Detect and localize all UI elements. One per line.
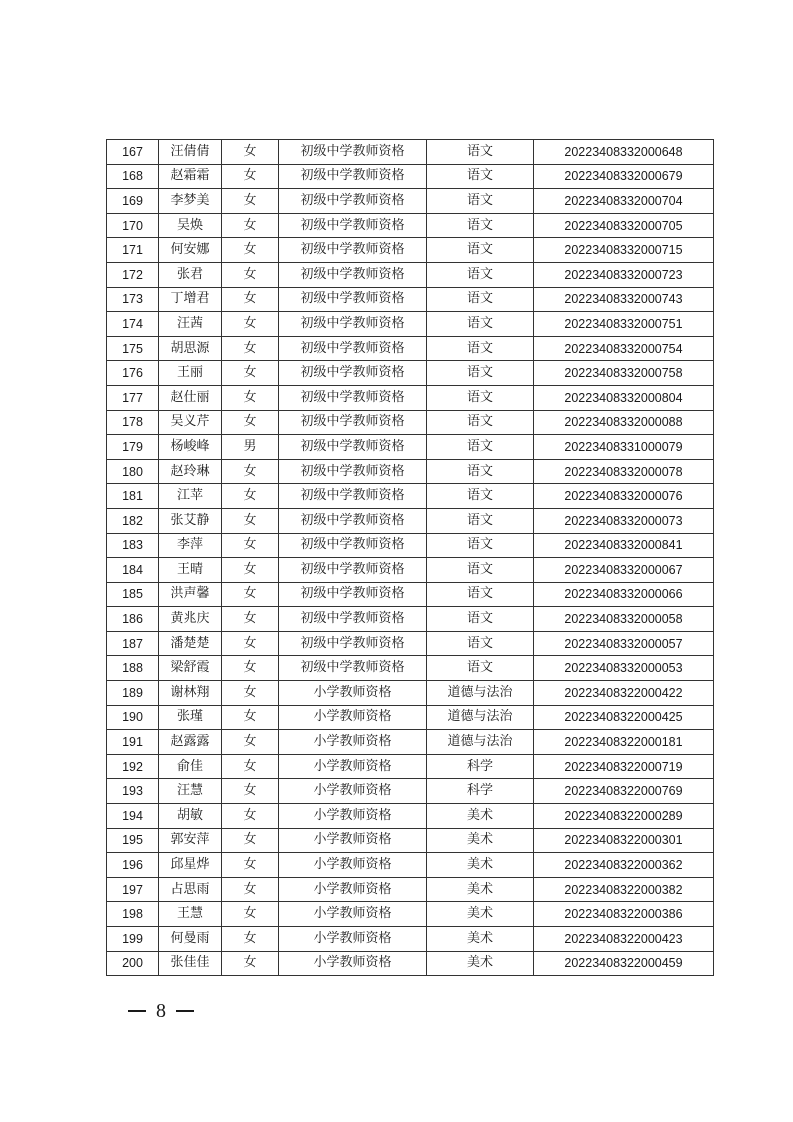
certificate-number-cell: 20223408332000841	[534, 533, 714, 558]
row-number-cell: 195	[107, 828, 159, 853]
table-row	[107, 681, 714, 706]
name-cell: 何安娜	[159, 238, 222, 263]
certificate-number-cell: 20223408322000422	[534, 681, 714, 706]
subject-cell: 美术	[427, 804, 534, 829]
gender-cell: 女	[222, 213, 279, 238]
qualification-cell: 初级中学教师资格	[279, 533, 427, 558]
row-number-cell: 175	[107, 336, 159, 361]
subject-cell: 科学	[427, 779, 534, 804]
table-row	[107, 828, 714, 853]
certificate-number-cell: 20223408332000053	[534, 656, 714, 681]
row-number-cell: 193	[107, 779, 159, 804]
table-row	[107, 877, 714, 902]
table-row	[107, 804, 714, 829]
gender-cell: 女	[222, 262, 279, 287]
table-row	[107, 951, 714, 976]
subject-cell: 美术	[427, 828, 534, 853]
gender-cell: 女	[222, 582, 279, 607]
qualification-cell: 小学教师资格	[279, 730, 427, 755]
subject-cell: 语文	[427, 459, 534, 484]
name-cell: 李萍	[159, 533, 222, 558]
name-cell: 吴焕	[159, 213, 222, 238]
row-number-cell: 192	[107, 754, 159, 779]
table-row	[107, 853, 714, 878]
qualification-cell: 初级中学教师资格	[279, 558, 427, 583]
gender-cell: 女	[222, 631, 279, 656]
gender-cell: 女	[222, 902, 279, 927]
name-cell: 汪茜	[159, 312, 222, 337]
gender-cell: 女	[222, 558, 279, 583]
qualification-cell: 初级中学教师资格	[279, 484, 427, 509]
subject-cell: 语文	[427, 140, 534, 165]
certificate-number-cell: 20223408322000301	[534, 828, 714, 853]
qualification-cell: 小学教师资格	[279, 705, 427, 730]
subject-cell: 语文	[427, 189, 534, 214]
certificate-number-cell: 20223408332000704	[534, 189, 714, 214]
name-cell: 黄兆庆	[159, 607, 222, 632]
row-number-cell: 182	[107, 508, 159, 533]
gender-cell: 男	[222, 435, 279, 460]
table-row	[107, 385, 714, 410]
subject-cell: 语文	[427, 312, 534, 337]
table-row	[107, 336, 714, 361]
gender-cell: 女	[222, 189, 279, 214]
row-number-cell: 196	[107, 853, 159, 878]
gender-cell: 女	[222, 656, 279, 681]
gender-cell: 女	[222, 705, 279, 730]
table-row	[107, 656, 714, 681]
certificate-number-cell: 20223408332000715	[534, 238, 714, 263]
name-cell: 潘楚楚	[159, 631, 222, 656]
certificate-number-cell: 20223408332000804	[534, 385, 714, 410]
qualification-cell: 初级中学教师资格	[279, 238, 427, 263]
name-cell: 洪声馨	[159, 582, 222, 607]
gender-cell: 女	[222, 877, 279, 902]
qualification-cell: 初级中学教师资格	[279, 508, 427, 533]
table-row	[107, 902, 714, 927]
qualification-cell: 初级中学教师资格	[279, 262, 427, 287]
roster-table	[106, 139, 714, 976]
certificate-number-cell: 20223408322000362	[534, 853, 714, 878]
qualification-cell: 初级中学教师资格	[279, 213, 427, 238]
qualification-cell: 初级中学教师资格	[279, 607, 427, 632]
page-footer	[128, 996, 208, 1026]
row-number-cell: 186	[107, 607, 159, 632]
certificate-number-cell: 20223408332000648	[534, 140, 714, 165]
row-number-cell: 172	[107, 262, 159, 287]
name-cell: 俞佳	[159, 754, 222, 779]
qualification-cell: 初级中学教师资格	[279, 287, 427, 312]
certificate-number-cell: 20223408332000067	[534, 558, 714, 583]
subject-cell: 语文	[427, 410, 534, 435]
name-cell: 汪倩倩	[159, 140, 222, 165]
subject-cell: 语文	[427, 607, 534, 632]
gender-cell: 女	[222, 484, 279, 509]
name-cell: 张君	[159, 262, 222, 287]
row-number-cell: 174	[107, 312, 159, 337]
table-row	[107, 631, 714, 656]
name-cell: 王晴	[159, 558, 222, 583]
subject-cell: 道德与法治	[427, 730, 534, 755]
qualification-cell: 小学教师资格	[279, 754, 427, 779]
row-number-cell: 177	[107, 385, 159, 410]
certificate-number-cell: 20223408332000073	[534, 508, 714, 533]
table-row	[107, 484, 714, 509]
table-row	[107, 459, 714, 484]
gender-cell: 女	[222, 140, 279, 165]
table-row	[107, 705, 714, 730]
row-number-cell: 200	[107, 951, 159, 976]
certificate-number-cell: 20223408332000705	[534, 213, 714, 238]
page-number: 8	[156, 999, 166, 1022]
row-number-cell: 194	[107, 804, 159, 829]
row-number-cell: 183	[107, 533, 159, 558]
gender-cell: 女	[222, 238, 279, 263]
table-row	[107, 779, 714, 804]
qualification-cell: 初级中学教师资格	[279, 656, 427, 681]
subject-cell: 道德与法治	[427, 681, 534, 706]
row-number-cell: 176	[107, 361, 159, 386]
qualification-cell: 初级中学教师资格	[279, 312, 427, 337]
subject-cell: 美术	[427, 927, 534, 952]
name-cell: 赵玲琳	[159, 459, 222, 484]
gender-cell: 女	[222, 754, 279, 779]
row-number-cell: 187	[107, 631, 159, 656]
subject-cell: 语文	[427, 533, 534, 558]
certificate-number-cell: 20223408331000079	[534, 435, 714, 460]
qualification-cell: 小学教师资格	[279, 877, 427, 902]
subject-cell: 语文	[427, 582, 534, 607]
name-cell: 何曼雨	[159, 927, 222, 952]
row-number-cell: 191	[107, 730, 159, 755]
certificate-number-cell: 20223408322000382	[534, 877, 714, 902]
subject-cell: 美术	[427, 877, 534, 902]
subject-cell: 语文	[427, 164, 534, 189]
gender-cell: 女	[222, 312, 279, 337]
name-cell: 占思雨	[159, 877, 222, 902]
certificate-number-cell: 20223408322000769	[534, 779, 714, 804]
certificate-number-cell: 20223408332000088	[534, 410, 714, 435]
qualification-cell: 初级中学教师资格	[279, 410, 427, 435]
qualification-cell: 小学教师资格	[279, 804, 427, 829]
gender-cell: 女	[222, 828, 279, 853]
row-number-cell: 173	[107, 287, 159, 312]
table-row	[107, 927, 714, 952]
certificate-number-cell: 20223408332000723	[534, 262, 714, 287]
certificate-number-cell: 20223408322000425	[534, 705, 714, 730]
subject-cell: 语文	[427, 336, 534, 361]
row-number-cell: 198	[107, 902, 159, 927]
name-cell: 王慧	[159, 902, 222, 927]
row-number-cell: 189	[107, 681, 159, 706]
table-row	[107, 410, 714, 435]
table-row	[107, 213, 714, 238]
name-cell: 谢林翔	[159, 681, 222, 706]
qualification-cell: 初级中学教师资格	[279, 140, 427, 165]
qualification-cell: 小学教师资格	[279, 951, 427, 976]
table-row	[107, 164, 714, 189]
certificate-number-cell: 20223408332000058	[534, 607, 714, 632]
name-cell: 吴义芹	[159, 410, 222, 435]
qualification-cell: 初级中学教师资格	[279, 582, 427, 607]
table-row	[107, 435, 714, 460]
row-number-cell: 190	[107, 705, 159, 730]
table-row	[107, 582, 714, 607]
subject-cell: 语文	[427, 213, 534, 238]
subject-cell: 语文	[427, 262, 534, 287]
row-number-cell: 185	[107, 582, 159, 607]
certificate-number-cell: 20223408332000078	[534, 459, 714, 484]
certificate-number-cell: 20223408322000459	[534, 951, 714, 976]
row-number-cell: 180	[107, 459, 159, 484]
certificate-number-cell: 20223408322000289	[534, 804, 714, 829]
subject-cell: 语文	[427, 631, 534, 656]
row-number-cell: 178	[107, 410, 159, 435]
name-cell: 张佳佳	[159, 951, 222, 976]
certificate-number-cell: 20223408322000181	[534, 730, 714, 755]
name-cell: 胡思源	[159, 336, 222, 361]
subject-cell: 语文	[427, 508, 534, 533]
name-cell: 丁增君	[159, 287, 222, 312]
gender-cell: 女	[222, 287, 279, 312]
row-number-cell: 171	[107, 238, 159, 263]
qualification-cell: 初级中学教师资格	[279, 164, 427, 189]
row-number-cell: 181	[107, 484, 159, 509]
subject-cell: 美术	[427, 951, 534, 976]
row-number-cell: 188	[107, 656, 159, 681]
subject-cell: 语文	[427, 361, 534, 386]
qualification-cell: 小学教师资格	[279, 927, 427, 952]
roster-table-body	[107, 140, 714, 976]
table-row	[107, 287, 714, 312]
table-row	[107, 533, 714, 558]
gender-cell: 女	[222, 927, 279, 952]
subject-cell: 语文	[427, 484, 534, 509]
name-cell: 梁舒霞	[159, 656, 222, 681]
certificate-number-cell: 20223408332000066	[534, 582, 714, 607]
row-number-cell: 168	[107, 164, 159, 189]
qualification-cell: 小学教师资格	[279, 779, 427, 804]
page-number-right-dash	[176, 1010, 194, 1012]
gender-cell: 女	[222, 385, 279, 410]
table-row	[107, 238, 714, 263]
qualification-cell: 小学教师资格	[279, 828, 427, 853]
row-number-cell: 167	[107, 140, 159, 165]
row-number-cell: 197	[107, 877, 159, 902]
qualification-cell: 初级中学教师资格	[279, 189, 427, 214]
qualification-cell: 初级中学教师资格	[279, 361, 427, 386]
gender-cell: 女	[222, 730, 279, 755]
row-number-cell: 170	[107, 213, 159, 238]
name-cell: 汪慧	[159, 779, 222, 804]
gender-cell: 女	[222, 361, 279, 386]
gender-cell: 女	[222, 853, 279, 878]
subject-cell: 道德与法治	[427, 705, 534, 730]
certificate-number-cell: 20223408332000057	[534, 631, 714, 656]
gender-cell: 女	[222, 164, 279, 189]
gender-cell: 女	[222, 779, 279, 804]
table-row	[107, 754, 714, 779]
name-cell: 张瑾	[159, 705, 222, 730]
subject-cell: 语文	[427, 287, 534, 312]
qualification-cell: 初级中学教师资格	[279, 435, 427, 460]
name-cell: 郭安萍	[159, 828, 222, 853]
certificate-number-cell: 20223408322000719	[534, 754, 714, 779]
qualification-cell: 小学教师资格	[279, 681, 427, 706]
subject-cell: 语文	[427, 435, 534, 460]
row-number-cell: 169	[107, 189, 159, 214]
certificate-number-cell: 20223408332000758	[534, 361, 714, 386]
name-cell: 邱星烨	[159, 853, 222, 878]
qualification-cell: 初级中学教师资格	[279, 459, 427, 484]
gender-cell: 女	[222, 410, 279, 435]
certificate-number-cell: 20223408332000076	[534, 484, 714, 509]
row-number-cell: 184	[107, 558, 159, 583]
page-number-left-dash	[128, 1010, 146, 1012]
subject-cell: 美术	[427, 902, 534, 927]
name-cell: 胡敏	[159, 804, 222, 829]
qualification-cell: 初级中学教师资格	[279, 336, 427, 361]
table-row	[107, 607, 714, 632]
table-row	[107, 361, 714, 386]
table-row	[107, 730, 714, 755]
name-cell: 李梦美	[159, 189, 222, 214]
subject-cell: 语文	[427, 238, 534, 263]
gender-cell: 女	[222, 508, 279, 533]
gender-cell: 女	[222, 681, 279, 706]
gender-cell: 女	[222, 336, 279, 361]
name-cell: 王丽	[159, 361, 222, 386]
certificate-number-cell: 20223408332000679	[534, 164, 714, 189]
table-row	[107, 262, 714, 287]
qualification-cell: 小学教师资格	[279, 853, 427, 878]
name-cell: 赵霜霜	[159, 164, 222, 189]
table-row	[107, 312, 714, 337]
table-row	[107, 189, 714, 214]
gender-cell: 女	[222, 533, 279, 558]
name-cell: 赵露露	[159, 730, 222, 755]
gender-cell: 女	[222, 804, 279, 829]
subject-cell: 语文	[427, 385, 534, 410]
qualification-cell: 小学教师资格	[279, 902, 427, 927]
table-row	[107, 140, 714, 165]
certificate-number-cell: 20223408332000754	[534, 336, 714, 361]
gender-cell: 女	[222, 459, 279, 484]
row-number-cell: 179	[107, 435, 159, 460]
subject-cell: 语文	[427, 558, 534, 583]
subject-cell: 美术	[427, 853, 534, 878]
row-number-cell: 199	[107, 927, 159, 952]
qualification-cell: 初级中学教师资格	[279, 631, 427, 656]
certificate-number-cell: 20223408322000386	[534, 902, 714, 927]
certificate-number-cell: 20223408332000751	[534, 312, 714, 337]
certificate-number-cell: 20223408332000743	[534, 287, 714, 312]
name-cell: 张艾静	[159, 508, 222, 533]
certificate-number-cell: 20223408322000423	[534, 927, 714, 952]
table-row	[107, 558, 714, 583]
name-cell: 赵仕丽	[159, 385, 222, 410]
subject-cell: 科学	[427, 754, 534, 779]
table-row	[107, 508, 714, 533]
name-cell: 杨峻峰	[159, 435, 222, 460]
qualification-cell: 初级中学教师资格	[279, 385, 427, 410]
gender-cell: 女	[222, 951, 279, 976]
subject-cell: 语文	[427, 656, 534, 681]
name-cell: 江苹	[159, 484, 222, 509]
gender-cell: 女	[222, 607, 279, 632]
